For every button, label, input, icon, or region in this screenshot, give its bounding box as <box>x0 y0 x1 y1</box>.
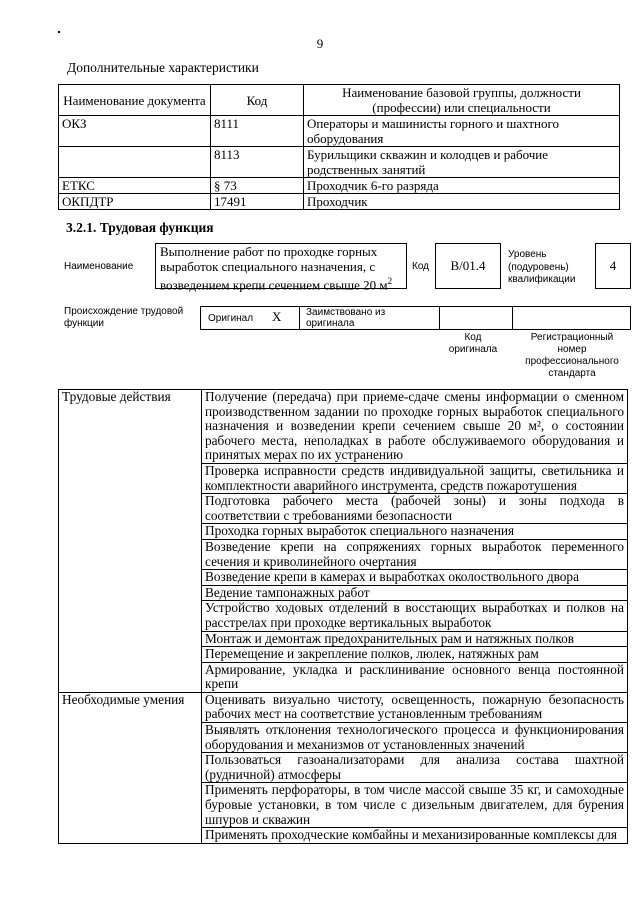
header-name: Наименование базовой группы, должности (профессии) или специальности <box>304 85 620 116</box>
cell-name: Проходчик <box>304 194 620 210</box>
level-value: 4 <box>595 243 631 289</box>
header-doc: Наименование документа <box>59 85 211 116</box>
function-name: Выполнение работ по проходке горных выработок специального назначения, с возведением крепи сечением свыше 20 м <box>160 244 388 293</box>
cell-doc <box>59 147 211 178</box>
list-item: Проходка горных выработок специального назначения <box>202 524 628 540</box>
table-row <box>59 692 628 722</box>
code-value: B/01.4 <box>435 243 501 289</box>
reg-number-label: Регистрационный номер профессионального стандарта <box>525 332 619 379</box>
cell-doc: ЕТКС <box>59 178 211 194</box>
level-label: Уровень (подуровень) квалификации <box>508 249 576 285</box>
list-item: Перемещение и закрепление полков, люлек, натяжных рам <box>202 647 628 663</box>
table-row <box>59 194 620 210</box>
list-item: Устройство ходовых отделений в восстающих выработках и полков на расстрелах при проходке вертикальных выработок <box>202 601 628 631</box>
actions-label: Трудовые действия <box>59 390 202 693</box>
list-item: Подготовка рабочего места (рабочей зоны) и зоны подхода в соответствии с требованиями безопасности <box>202 494 628 524</box>
list-item: Выявлять отклонения технологического процесса и функционирования оборудования и механизмов от установленных значений <box>202 723 628 753</box>
list-item: Применять проходческие комбайны и механизированные комплексы для <box>202 828 628 844</box>
list-item: Возведение крепи на сопряжениях горных выработок переменного сечения и криволинейного очертания <box>202 539 628 569</box>
cell-name: Проходчик 6-го разряда <box>304 178 620 194</box>
cell-code: 8113 <box>211 147 304 178</box>
scan-mark <box>58 31 60 33</box>
list-item: Возведение крепи в камерах и выработках околоствольного двора <box>202 570 628 586</box>
additional-table <box>58 84 620 210</box>
code-original-label: Код оригинала <box>448 332 498 355</box>
list-item: Ведение тампонажных работ <box>202 585 628 601</box>
function-name-sup: 2 <box>387 276 393 286</box>
cell-doc: ОКПДТР <box>59 194 211 210</box>
list-item: Проверка исправности средств индивидуальной защиты, светильника и комплектности аварийного инструмента, средств пожаротушения <box>202 463 628 493</box>
list-item: Пользоваться газоанализаторами для анализа состава шахтной (рудничной) атмосферы <box>202 753 628 783</box>
page-number: 9 <box>316 36 324 51</box>
header-code: Код <box>211 85 304 116</box>
list-item: Применять перфораторы, в том числе массой свыше 35 кг, и самоходные буровые установки, в том числе с дизельным двигателем, для бурения шпуров и скважин <box>202 783 628 828</box>
code-label: Код <box>412 261 430 272</box>
function-details-table <box>58 389 628 844</box>
origin-cell-code <box>439 307 513 329</box>
table-row <box>59 147 620 178</box>
origin-label: Происхождение трудовой функции <box>64 306 184 329</box>
cell-name: Бурильщики скважин и колодцев и рабочие родственных занятий <box>304 147 620 178</box>
table-row <box>59 390 628 464</box>
cell-code: § 73 <box>211 178 304 194</box>
skills-label: Необходимые умения <box>59 692 202 843</box>
additional-heading: Дополнительные характеристики <box>67 60 259 75</box>
list-item: Армирование, укладка и расклинивание основного венца постоянной крепи <box>202 662 628 692</box>
table-row <box>59 178 620 194</box>
table-row <box>59 116 620 147</box>
list-item: Монтаж и демонтаж предохранительных рам и натяжных полков <box>202 631 628 647</box>
cell-name: Операторы и машинисты горного и шахтного оборудования <box>304 116 620 147</box>
name-label: Наименование <box>64 261 134 272</box>
list-item: Оценивать визуально чистоту, освещенность, пожарную безопасность рабочих мест на соответствие установленным требованиям <box>202 692 628 722</box>
original-label: Оригинал <box>208 313 254 324</box>
cell-code: 8111 <box>211 116 304 147</box>
cell-doc: ОКЗ <box>59 116 211 147</box>
function-name-box <box>155 243 407 293</box>
page-bottom-margin <box>0 856 640 905</box>
borrowed-label: Заимствовано из оригинала <box>306 307 386 329</box>
cell-code: 17491 <box>211 194 304 210</box>
list-item: Получение (передача) при приеме-сдаче смены информации о сменном производственном задании по проходке горных выработок специального назначения и возведении крепи сечением свыше 20 м², о состоянии рабочего места, неполадках в работе обслуживаемого оборудования и принятых мерах по их устранению <box>202 390 628 464</box>
table-header-row <box>59 85 620 116</box>
section-title: 3.2.1. Трудовая функция <box>66 220 214 235</box>
original-mark: X <box>272 309 282 324</box>
